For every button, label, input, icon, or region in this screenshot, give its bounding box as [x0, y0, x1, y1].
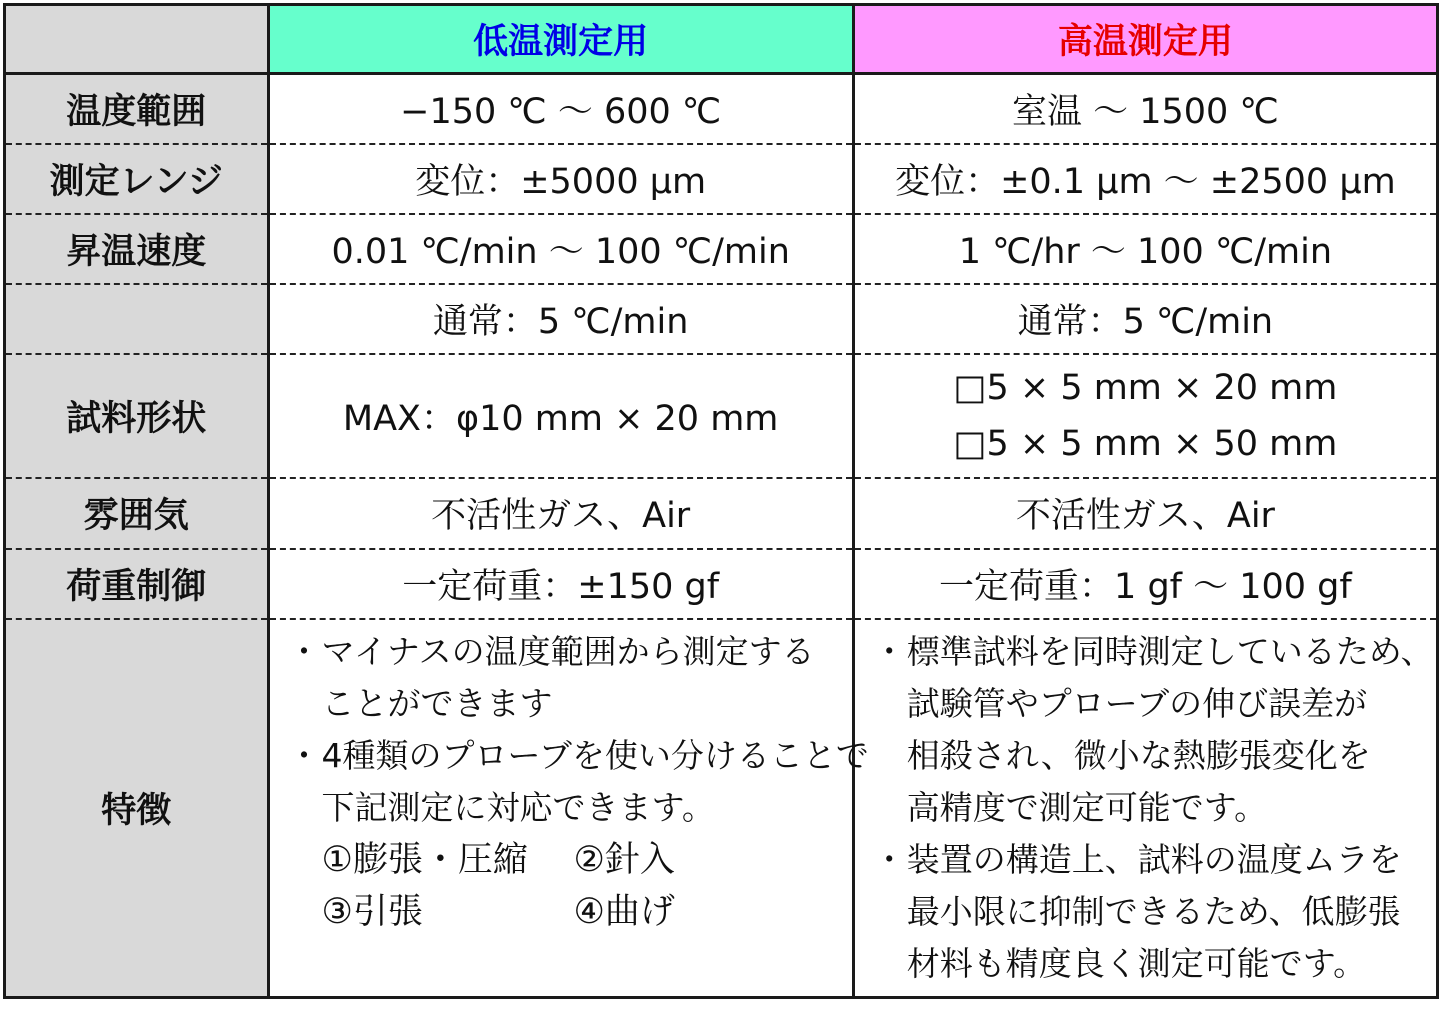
feature-line: 下記測定に対応できます。 — [321, 787, 715, 827]
features-label: 特徴 — [5, 619, 269, 998]
list-item — [855, 834, 1436, 990]
temp-range-high: 室温 〜 1500 ℃ — [853, 74, 1437, 145]
features-high-list — [855, 626, 1436, 990]
sample-shape-row — [5, 354, 1438, 478]
sample-shape-label: 試料形状 — [5, 354, 269, 478]
feature-line: 相殺され、微小な熱膨張変化を — [906, 735, 1371, 775]
probe-type: ④曲げ — [573, 891, 675, 932]
feature-line: 4種類のプローブを使い分けることで — [321, 735, 869, 775]
features-high — [853, 619, 1437, 998]
temp-range-low: −150 ℃ 〜 600 ℃ — [268, 74, 853, 145]
atmosphere-row — [5, 478, 1438, 548]
bullet-mark: ・ — [287, 631, 321, 671]
bullet-mark: ・ — [287, 735, 321, 775]
heating-rate-normal-high: 通常：5 ℃/min — [853, 284, 1437, 354]
load-control-high: 一定荷重：1 gf 〜 100 gf — [853, 549, 1437, 619]
feature-line: 最小限に抑制できるため、低膨張 — [906, 891, 1401, 931]
load-control-low: 一定荷重：±150 gf — [268, 549, 853, 619]
measure-range-low: 変位：±5000 μm — [268, 144, 853, 214]
features-low — [268, 619, 869, 998]
feature-line: ことができます — [321, 683, 553, 723]
heating-rate-label: 昇温速度 — [5, 214, 269, 284]
sample-shape-high — [853, 354, 1437, 478]
probe-type: ①膨張・圧縮 — [321, 839, 528, 880]
feature-line: 装置の構造上、試料の温度ムラを — [906, 839, 1402, 879]
feature-line: 試験管やプローブの伸び誤差が — [906, 683, 1368, 723]
sample-shape-low: MAX：φ10 mm × 20 mm — [268, 354, 853, 478]
measure-range-row — [5, 144, 1438, 214]
heating-rate-normal-label — [5, 284, 269, 354]
bullet-mark: ・ — [872, 839, 906, 879]
heating-rate-high: 1 ℃/hr 〜 100 ℃/min — [853, 214, 1437, 284]
low-temp-header: 低温測定用 — [268, 5, 853, 74]
load-control-row — [5, 549, 1438, 619]
measure-range-high: 変位：±0.1 μm 〜 ±2500 μm — [853, 144, 1437, 214]
feature-line: マイナスの温度範囲から測定する — [321, 631, 815, 671]
probe-type-grid — [270, 834, 852, 938]
header-row — [5, 5, 1438, 74]
measure-range-label: 測定レンジ — [5, 144, 269, 214]
sample-shape-high-line: □5 × 5 mm × 50 mm — [953, 424, 1338, 465]
feature-line: 材料も精度良く測定可能です。 — [906, 943, 1367, 983]
sample-shape-high-line: □5 × 5 mm × 20 mm — [953, 368, 1338, 409]
header-corner-cell — [5, 5, 269, 74]
feature-line: 標準試料を同時測定しているため、 — [906, 631, 1434, 671]
features-low-list — [270, 626, 869, 834]
high-temp-header: 高温測定用 — [853, 5, 1437, 74]
probe-type: ②針入 — [573, 839, 675, 880]
features-row — [5, 619, 1438, 998]
heating-rate-normal-row — [5, 284, 1438, 354]
load-control-label: 荷重制御 — [5, 549, 269, 619]
feature-line: 高精度で測定可能です。 — [906, 787, 1268, 827]
probe-type: ③引張 — [321, 891, 423, 932]
heating-rate-normal-low: 通常：5 ℃/min — [268, 284, 853, 354]
list-item — [270, 730, 869, 834]
temp-range-row — [5, 74, 1438, 145]
list-item — [270, 626, 852, 730]
heating-rate-row — [5, 214, 1438, 284]
atmosphere-label: 雰囲気 — [5, 478, 269, 548]
heating-rate-low: 0.01 ℃/min 〜 100 ℃/min — [268, 214, 853, 284]
spec-comparison-table — [3, 3, 1439, 999]
list-item — [855, 626, 1436, 834]
temp-range-label: 温度範囲 — [5, 74, 269, 145]
atmosphere-low: 不活性ガス、Air — [268, 478, 853, 548]
atmosphere-high: 不活性ガス、Air — [853, 478, 1437, 548]
bullet-mark: ・ — [872, 631, 906, 671]
